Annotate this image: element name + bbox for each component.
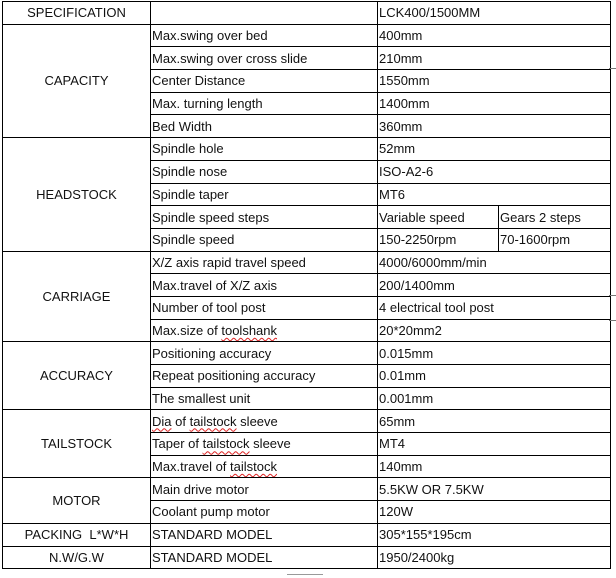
spec-value: MT6: [378, 183, 611, 206]
spec-name: [151, 433, 378, 456]
table-row: [3, 138, 611, 161]
category-tailstock: TAILSTOCK: [3, 410, 151, 478]
category-capacity: CAPACITY: [3, 24, 151, 137]
spec-value: 52mm: [378, 138, 611, 161]
spellcheck-word: Dia: [152, 413, 172, 429]
spec-name: STANDARD MODEL: [151, 546, 378, 569]
spec-value: 0.01mm: [378, 365, 611, 388]
spec-name-text: Max.travel of: [152, 459, 231, 475]
spec-name-text: sleeve: [249, 436, 291, 452]
spellcheck-word: tailstock: [202, 436, 250, 452]
spec-name: The smallest unit: [151, 387, 378, 410]
edge-tick: [609, 320, 616, 321]
specification-header: SPECIFICATION: [3, 2, 151, 25]
spec-value: ISO-A2-6: [378, 160, 611, 183]
spec-name: Coolant pump motor: [151, 501, 378, 524]
table-row: [3, 410, 611, 433]
spec-value: 200/1400mm: [378, 274, 611, 297]
edge-tick: [609, 295, 616, 296]
table-row: [3, 251, 611, 274]
spec-name: [151, 410, 378, 433]
spec-name: [151, 455, 378, 478]
header-blank: [151, 2, 378, 25]
spellcheck-word: tailstock: [189, 413, 237, 429]
spec-value: 5.5KW OR 7.5KW: [378, 478, 611, 501]
category-weight: N.W/G.W: [3, 546, 151, 569]
spec-value: Variable speed: [378, 206, 499, 229]
specification-table: [2, 1, 611, 569]
spec-value: 1550mm: [378, 70, 611, 93]
table-row: [3, 342, 611, 365]
table-row: [3, 478, 611, 501]
spec-value: 0.001mm: [378, 387, 611, 410]
spec-value: 65mm: [378, 410, 611, 433]
spec-name: Max.travel of X/Z axis: [151, 274, 378, 297]
spec-value: MT4: [378, 433, 611, 456]
edge-tick: [609, 68, 616, 69]
spec-value: 150-2250rpm: [378, 228, 499, 251]
spec-value: 4 electrical tool post: [378, 296, 611, 319]
category-headstock: HEADSTOCK: [3, 138, 151, 251]
spec-name: Positioning accuracy: [151, 342, 378, 365]
spec-value: 400mm: [378, 24, 611, 47]
spec-name: Spindle taper: [151, 183, 378, 206]
spec-name: Bed Width: [151, 115, 378, 138]
spec-value: 20*20mm2: [378, 319, 611, 342]
spec-name-text: Taper of: [152, 436, 203, 452]
spec-name: Max.swing over bed: [151, 24, 378, 47]
spec-name-text: sleeve: [236, 413, 278, 429]
spec-name: Center Distance: [151, 70, 378, 93]
spec-name: Main drive motor: [151, 478, 378, 501]
spec-value: 0.015mm: [378, 342, 611, 365]
spellcheck-word: toolshank: [221, 322, 278, 338]
spec-name: Spindle hole: [151, 138, 378, 161]
spec-name: Number of tool post: [151, 296, 378, 319]
table-row: [3, 523, 611, 546]
spec-name: Max.swing over cross slide: [151, 47, 378, 70]
spec-name: Spindle speed steps: [151, 206, 378, 229]
spec-name: Max. turning length: [151, 92, 378, 115]
spec-name: Spindle nose: [151, 160, 378, 183]
header-row: [3, 2, 611, 25]
spec-name-text: Max.size of: [152, 322, 222, 338]
spec-value: 210mm: [378, 47, 611, 70]
spec-value: 140mm: [378, 455, 611, 478]
page-edge-mark: [287, 574, 323, 575]
spec-name: Repeat positioning accuracy: [151, 365, 378, 388]
table-row: [3, 546, 611, 569]
category-motor: MOTOR: [3, 478, 151, 523]
table-row: [3, 24, 611, 47]
spec-value: 1400mm: [378, 92, 611, 115]
spec-value: 1950/2400kg: [378, 546, 611, 569]
category-accuracy: ACCURACY: [3, 342, 151, 410]
spellcheck-word: tailstock: [230, 459, 277, 475]
spec-name: [151, 319, 378, 342]
model-value: LCK400/1500MM: [378, 2, 611, 25]
category-packing: PACKING L*W*H: [3, 523, 151, 546]
spec-value: 4000/6000mm/min: [378, 251, 611, 274]
category-carriage: CARRIAGE: [3, 251, 151, 342]
spec-value: 360mm: [378, 115, 611, 138]
spec-name: Spindle speed: [151, 228, 378, 251]
spec-value: 305*155*195cm: [378, 523, 611, 546]
spec-value-alt: 70-1600rpm: [499, 228, 611, 251]
spec-name: STANDARD MODEL: [151, 523, 378, 546]
spec-name: X/Z axis rapid travel speed: [151, 251, 378, 274]
spec-value: 120W: [378, 501, 611, 524]
spec-value-alt: Gears 2 steps: [499, 206, 611, 229]
spec-name-text: of: [171, 413, 190, 429]
